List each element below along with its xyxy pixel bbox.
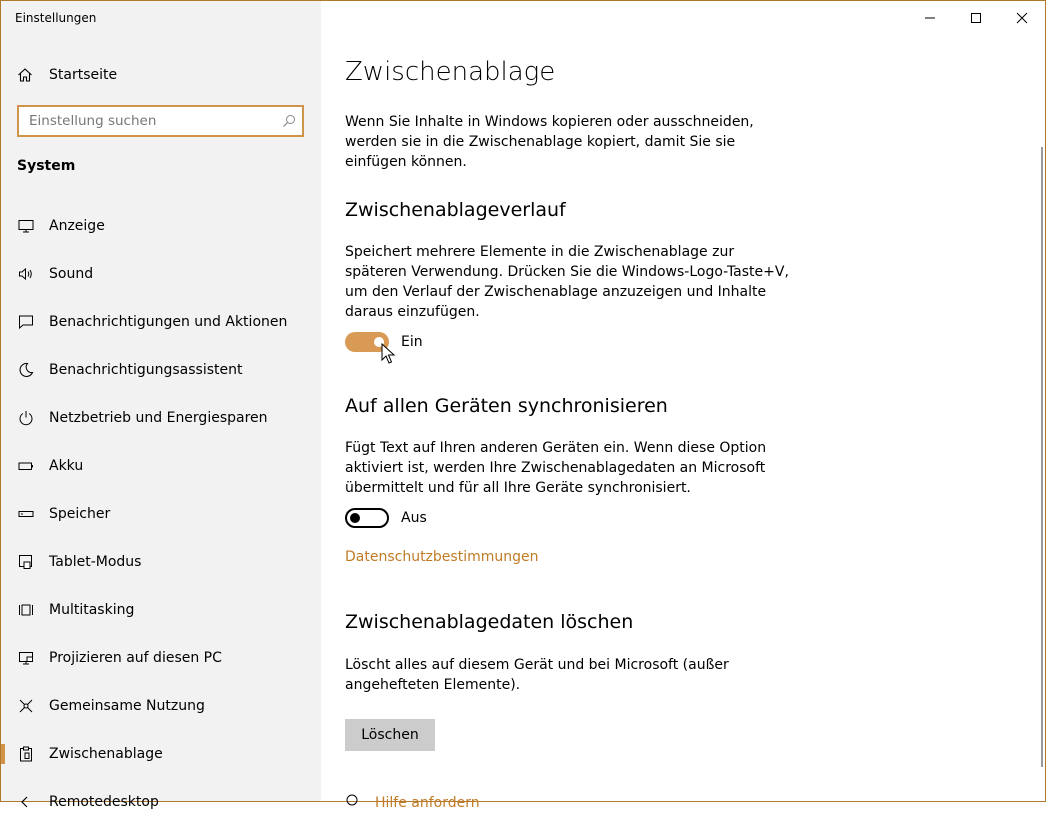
sync-toggle-state: Aus [401, 510, 427, 526]
home-label: Startseite [49, 67, 118, 83]
battery-icon [17, 457, 35, 475]
sidebar-item-label: Multitasking [49, 602, 135, 618]
sidebar-item-remotedesktop[interactable] [1, 778, 321, 826]
app-title: Einstellungen [15, 11, 97, 25]
search-icon[interactable] [276, 108, 302, 134]
content-pane [345, 1, 1035, 811]
share-icon [17, 697, 35, 715]
search-input[interactable] [19, 108, 276, 134]
sidebar-item-zwischenablage[interactable] [1, 730, 321, 778]
sidebar-item-label: Zwischenablage [49, 746, 163, 762]
help-link[interactable] [345, 793, 480, 813]
sidebar-item-netzbetrieb[interactable] [1, 394, 321, 442]
monitor-icon [17, 217, 35, 235]
sync-toggle-row [345, 508, 427, 528]
sidebar-item-label: Sound [49, 266, 94, 282]
notification-icon [17, 313, 35, 331]
moon-icon [17, 361, 35, 379]
home-link[interactable] [15, 63, 117, 87]
sidebar-item-gemeinsame-nutzung[interactable] [1, 682, 321, 730]
sidebar-item-projizieren[interactable] [1, 634, 321, 682]
sidebar-item-multitasking[interactable] [1, 586, 321, 634]
sidebar-item-akku[interactable] [1, 442, 321, 490]
sidebar-item-label: Benachrichtigungsassistent [49, 362, 243, 378]
sync-toggle[interactable] [345, 508, 389, 528]
mouse-cursor-icon [381, 343, 395, 369]
clipboard-icon [17, 745, 35, 763]
help-link-label: Hilfe anfordern [375, 795, 480, 811]
history-description: Speichert mehrere Elemente in die Zwischenablage zur späteren Verwendung. Drücken Sie die Windows-Logo-Taste+V, um den Verlauf der Zwischenablage anzuzeigen und Inhalte daraus einzufügen. [345, 244, 789, 320]
storage-icon [17, 505, 35, 523]
history-heading: Zwischenablageverlauf [345, 199, 566, 221]
scrollbar-thumb[interactable] [1041, 147, 1043, 767]
sidebar-item-benachrichtigungen[interactable] [1, 298, 321, 346]
sidebar-item-label: Gemeinsame Nutzung [49, 698, 205, 714]
clear-description: Löscht alles auf diesem Gerät und bei Microsoft (außer angehefteten Elemente). [345, 657, 729, 693]
clear-button[interactable]: Löschen [345, 719, 435, 751]
sidebar-item-label: Anzeige [49, 218, 105, 234]
sidebar-item-label: Tablet-Modus [49, 554, 142, 570]
sidebar-item-benachrichtigungsassistent[interactable] [1, 346, 321, 394]
sidebar-item-label: Speicher [49, 506, 111, 522]
multitasking-icon [17, 601, 35, 619]
sidebar-item-anzeige[interactable] [1, 202, 321, 250]
power-icon [17, 409, 35, 427]
sidebar-item-label: Benachrichtigungen und Aktionen [49, 314, 288, 330]
scrollbar[interactable] [1039, 35, 1045, 801]
section-label-system: System [17, 158, 76, 174]
sync-heading: Auf allen Geräten synchronisieren [345, 395, 668, 417]
speaker-icon [17, 265, 35, 283]
sidebar-item-label: Projizieren auf diesen PC [49, 650, 222, 666]
search-box[interactable] [17, 105, 304, 137]
sidebar [1, 1, 321, 810]
sidebar-item-label: Netzbetrieb und Energiesparen [49, 410, 268, 426]
sidebar-item-speicher[interactable] [1, 490, 321, 538]
project-icon [17, 649, 35, 667]
intro-text: Wenn Sie Inhalte in Windows kopieren oder ausschneiden, werden sie in die Zwischenablage kopiert, damit Sie sie einfügen können. [345, 114, 754, 170]
page-title: Zwischenablage [345, 57, 556, 87]
history-toggle-state: Ein [401, 334, 423, 350]
sidebar-nav [1, 202, 321, 826]
sidebar-item-label: Remotedesktop [49, 794, 159, 810]
sidebar-item-label: Akku [49, 458, 84, 474]
sidebar-item-tablet-modus[interactable] [1, 538, 321, 586]
privacy-link[interactable]: Datenschutzbestimmungen [345, 549, 539, 565]
home-icon [15, 65, 35, 85]
sidebar-item-sound[interactable] [1, 250, 321, 298]
sync-description: Fügt Text auf Ihren anderen Geräten ein. Wenn diese Option aktiviert ist, werden Ihre Zwischenablagedaten an Microsoft übermittelt und für all Ihre Geräte synchronisiert. [345, 440, 767, 496]
help-icon [345, 793, 361, 813]
clear-heading: Zwischenablagedaten löschen [345, 611, 634, 633]
toggle-knob [350, 513, 360, 523]
tablet-icon [17, 553, 35, 571]
remote-icon [17, 793, 35, 811]
